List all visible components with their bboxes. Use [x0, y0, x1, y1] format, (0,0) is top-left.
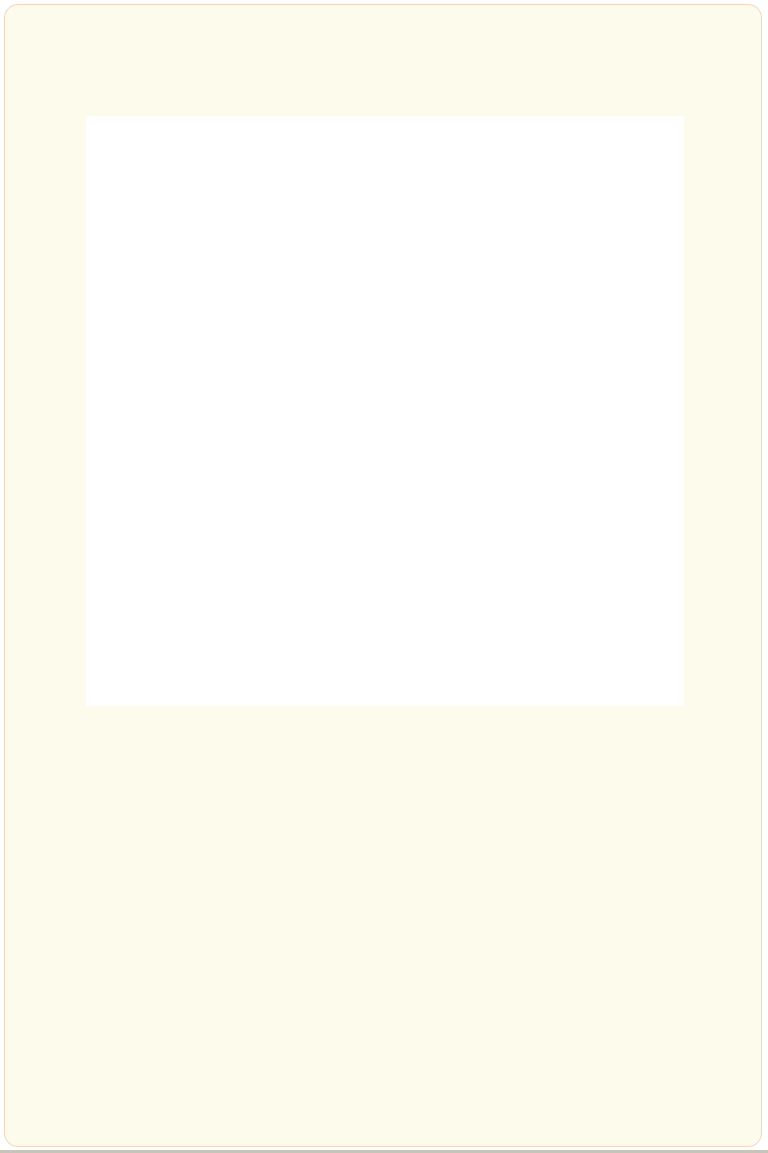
figure-svg — [86, 116, 684, 706]
figure-card — [4, 4, 762, 1147]
figure-image[interactable] — [86, 116, 684, 706]
